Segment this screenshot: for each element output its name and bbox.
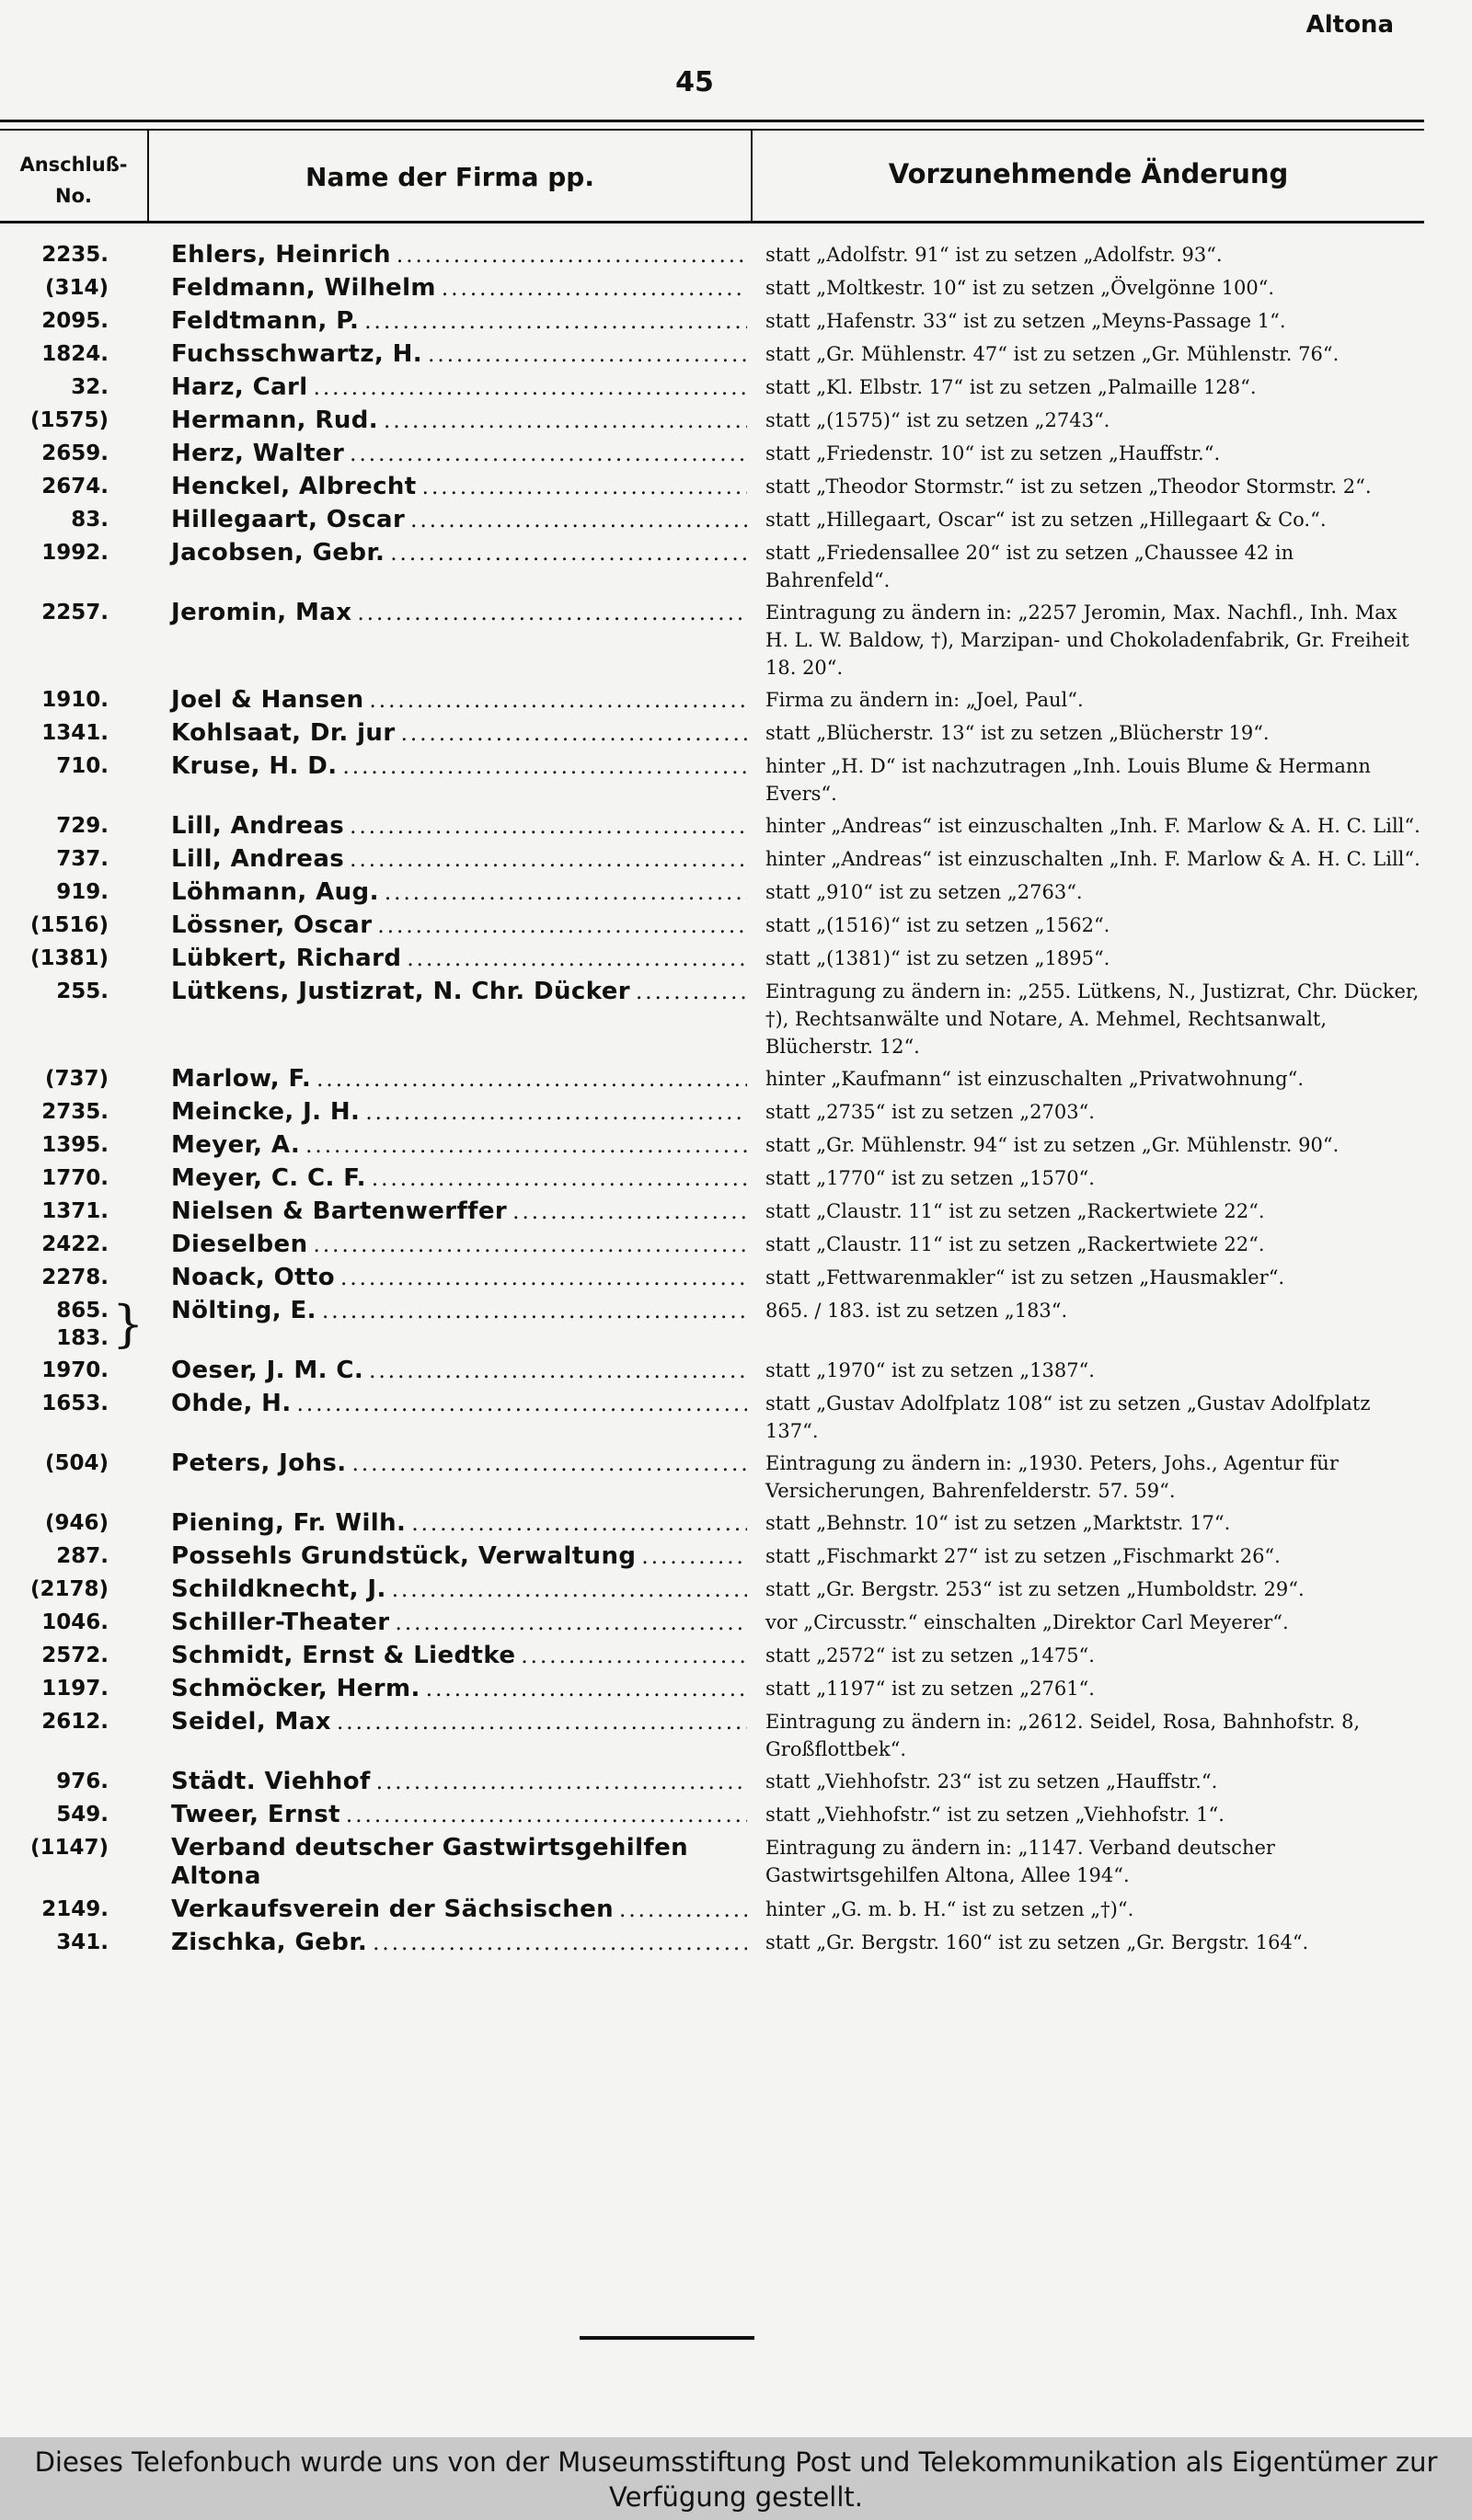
entry-name bbox=[149, 1065, 747, 1094]
entry-name-text: Verkaufsverein der Sächsischen bbox=[171, 1896, 615, 1923]
entry-name bbox=[149, 1131, 747, 1160]
entry-change: statt „(1575)“ ist zu setzen „2743“. bbox=[765, 409, 1110, 431]
entry-change: statt „2572“ ist zu setzen „1475“. bbox=[765, 1644, 1095, 1667]
entry-name bbox=[149, 812, 747, 841]
entry-name-text: Kruse, H. D. bbox=[171, 752, 338, 780]
entry-name-text: Marlow, F. bbox=[171, 1065, 312, 1093]
running-head: Altona bbox=[1305, 11, 1394, 39]
entry-row bbox=[0, 945, 1424, 973]
leader-dots bbox=[636, 979, 747, 1006]
entry-name bbox=[149, 1197, 747, 1226]
entry-row bbox=[0, 274, 1424, 303]
leader-dots bbox=[372, 1165, 747, 1193]
entry-change: statt „Hafenstr. 33“ ist zu setzen „Meyns-Passage 1“. bbox=[765, 310, 1286, 332]
entry-row bbox=[0, 752, 1424, 808]
entry-number: (1381) bbox=[29, 946, 109, 970]
entry-change: statt „Gr. Mühlenstr. 47“ ist zu setzen „Gr. Mühlenstr. 76“. bbox=[765, 343, 1340, 365]
top-rule-1 bbox=[0, 120, 1424, 122]
entry-row bbox=[0, 1449, 1424, 1505]
entry-row bbox=[0, 1675, 1424, 1703]
entry-change: Firma zu ändern in: „Joel, Paul“. bbox=[765, 689, 1084, 711]
page-number: 45 bbox=[675, 66, 714, 98]
entry-row bbox=[0, 1575, 1424, 1604]
entry-row bbox=[0, 1609, 1424, 1637]
entry-name bbox=[149, 845, 747, 874]
entry-name-text: Löhmann, Aug. bbox=[171, 878, 379, 906]
entry-name bbox=[149, 1575, 747, 1604]
entry-change: Eintragung zu ändern in: „1147. Verband deutscher Gastwirtsgehilfen Altona, Allee 194“. bbox=[765, 1837, 1275, 1886]
entry-row bbox=[0, 539, 1424, 594]
entry-number: 2278. bbox=[41, 1266, 109, 1289]
entry-row bbox=[0, 686, 1424, 715]
entry-number: 1341. bbox=[41, 721, 109, 745]
entry-name bbox=[149, 719, 747, 748]
entry-name-text: Kohlsaat, Dr. jur bbox=[171, 719, 396, 747]
entry-row bbox=[0, 911, 1424, 940]
entry-number: 729. bbox=[56, 814, 109, 838]
entries-list bbox=[0, 241, 1424, 1962]
entry-row bbox=[0, 1231, 1424, 1259]
entry-name-text: Ehlers, Heinrich bbox=[171, 241, 391, 269]
entry-name bbox=[149, 539, 747, 567]
entry-name bbox=[149, 599, 747, 627]
entry-name bbox=[149, 1164, 747, 1193]
entry-name bbox=[149, 506, 747, 534]
entry-name-text: Meyer, A. bbox=[171, 1131, 301, 1159]
entry-change: statt „910“ ist zu setzen „2763“. bbox=[765, 881, 1083, 903]
entry-name bbox=[149, 1768, 747, 1796]
entry-number: 1371. bbox=[41, 1199, 109, 1223]
entry-change: hinter „Kaufmann“ ist einzuschalten „Privatwohnung“. bbox=[765, 1068, 1305, 1090]
entry-number: 2095. bbox=[41, 309, 109, 333]
end-rule bbox=[580, 2336, 754, 2340]
leader-dots bbox=[422, 474, 747, 501]
entry-name-text: Nielsen & Bartenwerffer bbox=[171, 1197, 508, 1225]
entry-number: (2178) bbox=[29, 1577, 109, 1601]
leader-dots bbox=[384, 407, 747, 435]
leader-dots bbox=[397, 242, 747, 269]
leader-dots bbox=[390, 540, 747, 567]
leader-dots bbox=[521, 1643, 747, 1670]
entry-row bbox=[0, 1131, 1424, 1160]
entry-number: 2422. bbox=[41, 1232, 109, 1256]
leader-dots bbox=[385, 879, 747, 907]
entry-number: 2659. bbox=[41, 441, 109, 465]
leader-dots bbox=[426, 1676, 747, 1703]
entry-name-text: Piening, Fr. Wilh. bbox=[171, 1509, 407, 1537]
entry-number: 32. bbox=[71, 375, 109, 399]
leader-dots bbox=[619, 1896, 747, 1924]
entry-change: statt „1970“ ist zu setzen „1387“. bbox=[765, 1359, 1095, 1381]
entry-name-text: Schildknecht, J. bbox=[171, 1575, 386, 1603]
entry-name-text: Zischka, Gebr. bbox=[171, 1929, 368, 1956]
entry-number: 1770. bbox=[41, 1166, 109, 1190]
entry-name-text: Ohde, H. bbox=[171, 1390, 292, 1417]
entry-number: 1910. bbox=[41, 688, 109, 712]
leader-dots bbox=[314, 1231, 747, 1259]
entry-change: hinter „Andreas“ ist einzuschalten „Inh. F. Marlow & A. H. C. Lill“. bbox=[765, 815, 1420, 837]
leader-dots bbox=[350, 441, 747, 468]
entry-change: statt „Friedensallee 20“ ist zu setzen „Chaussee 42 in Bahrenfeld“. bbox=[765, 542, 1294, 591]
entry-number: (314) bbox=[44, 276, 109, 300]
entry-name bbox=[149, 752, 747, 781]
entry-number: 1992. bbox=[41, 541, 109, 565]
entry-row bbox=[0, 1509, 1424, 1538]
entry-name-text: Schmöcker, Herm. bbox=[171, 1675, 420, 1702]
leader-dots bbox=[369, 1357, 747, 1385]
entry-name bbox=[149, 1098, 747, 1127]
entry-number: 83. bbox=[71, 508, 109, 532]
entry-row bbox=[0, 1357, 1424, 1385]
entry-number: 2735. bbox=[41, 1100, 109, 1124]
entry-number: 2235. bbox=[41, 243, 109, 267]
entry-name bbox=[149, 1390, 747, 1418]
entry-number: (1575) bbox=[29, 408, 109, 432]
entry-number: 341. bbox=[56, 1930, 109, 1954]
entry-name-text: Fuchsschwartz, H. bbox=[171, 340, 423, 368]
entry-name bbox=[149, 274, 747, 303]
entry-name-text: Jeromin, Max bbox=[171, 599, 352, 626]
entry-name bbox=[149, 1675, 747, 1703]
entry-name-text: Schmidt, Ernst & Liedtke bbox=[171, 1642, 516, 1669]
leader-dots bbox=[297, 1391, 747, 1418]
entry-name bbox=[149, 978, 747, 1006]
leader-dots bbox=[428, 341, 747, 369]
entry-name-text: Joel & Hansen bbox=[171, 686, 364, 714]
entry-change: Eintragung zu ändern in: „2257 Jeromin, Max. Nachfl., Inh. Max H. L. W. Baldow, †), Marzipan- und Chokoladenfabrik, Gr. Freiheit 18. 20“. bbox=[765, 601, 1409, 679]
entry-row bbox=[0, 340, 1424, 369]
entry-name-text: Hermann, Rud. bbox=[171, 407, 379, 434]
entry-number: 1197. bbox=[41, 1677, 109, 1701]
entry-name-text: Harz, Carl bbox=[171, 373, 308, 401]
entry-row bbox=[0, 1642, 1424, 1670]
entry-name bbox=[149, 878, 747, 907]
column-header-name: Name der Firma pp. bbox=[305, 162, 594, 192]
entry-name-text: Lübkert, Richard bbox=[171, 945, 402, 972]
entry-change: statt „Gr. Bergstr. 253“ ist zu setzen „Humboldstr. 29“. bbox=[765, 1578, 1305, 1600]
column-header-number: Anschluß- No. bbox=[19, 154, 128, 207]
entry-row bbox=[0, 1834, 1424, 1891]
entry-row bbox=[0, 373, 1424, 402]
entry-number: 1824. bbox=[41, 342, 109, 366]
leader-dots bbox=[396, 1609, 747, 1637]
entry-name-text: Hillegaart, Oscar bbox=[171, 506, 406, 533]
entry-change: statt „(1516)“ ist zu setzen „1562“. bbox=[765, 914, 1110, 936]
leader-dots bbox=[316, 1066, 747, 1094]
leader-dots bbox=[392, 1576, 747, 1604]
entry-row bbox=[0, 407, 1424, 435]
entry-change: 865. / 183. ist zu setzen „183“. bbox=[765, 1300, 1068, 1322]
entry-number: (946) bbox=[44, 1511, 109, 1535]
entry-name bbox=[149, 407, 747, 435]
entry-row bbox=[0, 1390, 1424, 1445]
entry-name-text: Lill, Andreas bbox=[171, 812, 345, 840]
entry-change: statt „Gr. Bergstr. 160“ ist zu setzen „Gr. Bergstr. 164“. bbox=[765, 1931, 1309, 1953]
entry-change: statt „Adolfstr. 91“ ist zu setzen „Adolfstr. 93“. bbox=[765, 244, 1223, 266]
leader-dots bbox=[512, 1198, 747, 1226]
entry-name bbox=[149, 1834, 747, 1891]
leader-dots bbox=[357, 600, 747, 627]
entry-name bbox=[149, 1929, 747, 1957]
entry-change: hinter „Andreas“ ist einzuschalten „Inh. F. Marlow & A. H. C. Lill“. bbox=[765, 848, 1420, 870]
entry-change: vor „Circusstr.“ einschalten „Direktor Carl Meyerer“. bbox=[765, 1611, 1289, 1633]
leader-dots bbox=[365, 1099, 747, 1127]
entry-change: statt „Viehhofstr.“ ist zu setzen „Viehhofstr. 1“. bbox=[765, 1804, 1225, 1826]
entry-change: Eintragung zu ändern in: „2612. Seidel, Rosa, Bahnhofstr. 8, Großflottbek“. bbox=[765, 1711, 1361, 1760]
top-rule-2 bbox=[0, 129, 1424, 131]
entry-change: statt „Hillegaart, Oscar“ ist zu setzen „Hillegaart & Co.“. bbox=[765, 509, 1327, 531]
entry-name-text: Feldtmann, P. bbox=[171, 307, 360, 335]
entry-name-text: Peters, Johs. bbox=[171, 1449, 347, 1477]
header-bottom-rule bbox=[0, 221, 1424, 223]
entry-row bbox=[0, 1264, 1424, 1292]
leader-dots bbox=[322, 1298, 747, 1325]
entry-change: statt „Gr. Mühlenstr. 94“ ist zu setzen „Gr. Mühlenstr. 90“. bbox=[765, 1134, 1340, 1156]
entry-row bbox=[0, 978, 1424, 1060]
entry-name-text: Nölting, E. bbox=[171, 1297, 316, 1324]
entry-number: 287. bbox=[56, 1544, 109, 1568]
entry-number: 2149. bbox=[41, 1897, 109, 1921]
entry-row bbox=[0, 1065, 1424, 1094]
leader-dots bbox=[350, 813, 747, 841]
entry-name-text: Schiller-Theater bbox=[171, 1609, 390, 1636]
entry-number: (737) bbox=[44, 1067, 109, 1091]
entry-change: statt „(1381)“ ist zu setzen „1895“. bbox=[765, 947, 1110, 969]
leader-dots bbox=[410, 507, 747, 534]
entry-row bbox=[0, 719, 1424, 748]
leader-dots bbox=[352, 1450, 747, 1478]
entry-row bbox=[0, 1098, 1424, 1127]
entry-number: 865. 183. bbox=[56, 1299, 109, 1350]
entry-name bbox=[149, 911, 747, 940]
entry-name bbox=[149, 1357, 747, 1385]
entry-number: 2674. bbox=[41, 475, 109, 498]
entry-change: hinter „H. D“ ist nachzutragen „Inh. Louis Blume & Hermann Evers“. bbox=[765, 755, 1371, 805]
entry-row bbox=[0, 241, 1424, 269]
entry-name-text: Lill, Andreas bbox=[171, 845, 345, 873]
entry-number: 549. bbox=[56, 1803, 109, 1827]
entry-number: 919. bbox=[56, 880, 109, 904]
leader-dots bbox=[373, 1930, 747, 1957]
leader-dots bbox=[442, 275, 747, 303]
entry-name bbox=[149, 1609, 747, 1637]
entry-change: statt „Friedenstr. 10“ ist zu setzen „Hauffstr.“. bbox=[765, 442, 1221, 464]
entry-row bbox=[0, 878, 1424, 907]
entry-name-text: Henckel, Albrecht bbox=[171, 473, 417, 500]
entry-row bbox=[0, 1297, 1424, 1352]
entry-name bbox=[149, 241, 747, 269]
entry-name bbox=[149, 373, 747, 402]
entry-change: statt „Kl. Elbstr. 17“ ist zu setzen „Palmaille 128“. bbox=[765, 376, 1257, 398]
footer-note: Dieses Telefonbuch wurde uns von der Museumsstiftung Post und Telekommunikation als Eigentümer zur Verfügung gestellt. bbox=[0, 2437, 1472, 2520]
entry-name bbox=[149, 1449, 747, 1478]
entry-name-text: Oeser, J. M. C. bbox=[171, 1357, 364, 1384]
entry-name bbox=[149, 1509, 747, 1538]
entry-number: 255. bbox=[56, 979, 109, 1003]
entry-change: statt „Claustr. 11“ ist zu setzen „Rackertwiete 22“. bbox=[765, 1200, 1265, 1222]
entry-change: statt „Claustr. 11“ ist zu setzen „Rackertwiete 22“. bbox=[765, 1233, 1265, 1255]
entry-name-text: Meincke, J. H. bbox=[171, 1098, 361, 1126]
entry-name-text: Seidel, Max bbox=[171, 1708, 331, 1735]
entry-number: 1395. bbox=[41, 1133, 109, 1157]
entry-row bbox=[0, 1768, 1424, 1796]
entry-name bbox=[149, 1231, 747, 1259]
entry-change: statt „Blücherstr. 13“ ist zu setzen „Blücherstr 19“. bbox=[765, 722, 1270, 744]
entry-change: statt „1197“ ist zu setzen „2761“. bbox=[765, 1678, 1095, 1700]
entry-name bbox=[149, 686, 747, 715]
entry-name-text: Verband deutscher Gastwirtsgehilfen Altona bbox=[171, 1834, 689, 1890]
entry-number: 1653. bbox=[41, 1392, 109, 1415]
leader-dots bbox=[305, 1132, 747, 1160]
entry-row bbox=[0, 1801, 1424, 1829]
leader-dots bbox=[342, 753, 747, 781]
entry-row bbox=[0, 599, 1424, 682]
leader-dots bbox=[407, 945, 747, 973]
leader-dots bbox=[364, 308, 747, 336]
leader-dots bbox=[340, 1265, 747, 1292]
entry-change: statt „Viehhofstr. 23“ ist zu setzen „Hauffstr.“. bbox=[765, 1770, 1218, 1793]
entry-change: statt „Gustav Adolfplatz 108“ ist zu setzen „Gustav Adolfplatz 137“. bbox=[765, 1392, 1371, 1442]
entry-row bbox=[0, 506, 1424, 534]
entry-number: 1046. bbox=[41, 1610, 109, 1634]
entry-name bbox=[149, 1642, 747, 1670]
entry-change: hinter „G. m. b. H.“ ist zu setzen „†)“. bbox=[765, 1898, 1134, 1920]
leader-dots bbox=[411, 1510, 747, 1538]
entry-name-text: Tweer, Ernst bbox=[171, 1801, 340, 1828]
leader-dots bbox=[337, 1709, 747, 1736]
leader-dots bbox=[376, 1769, 747, 1796]
entry-name bbox=[149, 1264, 747, 1292]
entry-row bbox=[0, 307, 1424, 336]
entry-change: statt „Fettwarenmakler“ ist zu setzen „Hausmakler“. bbox=[765, 1266, 1285, 1289]
entry-name bbox=[149, 1297, 747, 1325]
entry-name bbox=[149, 1896, 747, 1924]
entry-name bbox=[149, 473, 747, 501]
leader-dots bbox=[377, 912, 747, 940]
entry-number: 1970. bbox=[41, 1358, 109, 1382]
entry-row bbox=[0, 1542, 1424, 1571]
entry-name bbox=[149, 1801, 747, 1829]
entry-row bbox=[0, 812, 1424, 841]
entry-number: 976. bbox=[56, 1770, 109, 1793]
entry-row bbox=[0, 440, 1424, 468]
entry-name-text: Feldmann, Wilhelm bbox=[171, 274, 436, 302]
entry-name-text: Possehls Grundstück, Verwaltung bbox=[171, 1542, 637, 1570]
entry-name-text: Städt. Viehhof bbox=[171, 1768, 371, 1795]
entry-change: statt „2735“ ist zu setzen „2703“. bbox=[765, 1101, 1095, 1123]
entry-name-text: Meyer, C. C. F. bbox=[171, 1164, 366, 1192]
entry-row bbox=[0, 1708, 1424, 1763]
entry-name-text: Lütkens, Justizrat, N. Chr. Dücker bbox=[171, 978, 630, 1005]
entry-number: 2612. bbox=[41, 1710, 109, 1734]
brace-mark: } bbox=[112, 1295, 144, 1353]
entry-name-text: Herz, Walter bbox=[171, 440, 345, 467]
entry-number: (1516) bbox=[29, 913, 109, 937]
entry-name bbox=[149, 340, 747, 369]
column-header-change: Vorzunehmende Änderung bbox=[888, 158, 1289, 189]
entry-number: 2572. bbox=[41, 1644, 109, 1667]
leader-dots bbox=[370, 687, 748, 715]
entry-row bbox=[0, 1896, 1424, 1924]
leader-dots bbox=[641, 1543, 747, 1571]
entry-name-text: Noack, Otto bbox=[171, 1264, 336, 1291]
entry-name-text: Jacobsen, Gebr. bbox=[171, 539, 385, 567]
leader-dots bbox=[346, 1802, 747, 1829]
entry-change: statt „Behnstr. 10“ ist zu setzen „Marktstr. 17“. bbox=[765, 1512, 1231, 1534]
entry-number: 737. bbox=[56, 847, 109, 871]
entry-name bbox=[149, 1708, 747, 1736]
entry-number: 710. bbox=[56, 754, 109, 778]
entry-name bbox=[149, 1542, 747, 1571]
entry-change: statt „Theodor Stormstr.“ ist zu setzen „Theodor Stormstr. 2“. bbox=[765, 475, 1372, 498]
entry-number: (504) bbox=[44, 1451, 109, 1475]
leader-dots bbox=[350, 846, 747, 874]
entry-change: statt „1770“ ist zu setzen „1570“. bbox=[765, 1167, 1095, 1189]
entry-row bbox=[0, 845, 1424, 874]
entry-name-text: Lössner, Oscar bbox=[171, 911, 373, 939]
entry-row bbox=[0, 1164, 1424, 1193]
entry-name bbox=[149, 307, 747, 336]
entry-number: (1147) bbox=[29, 1836, 109, 1860]
leader-dots bbox=[314, 374, 747, 402]
entry-row bbox=[0, 1929, 1424, 1957]
entry-name-text: Dieselben bbox=[171, 1231, 308, 1258]
entry-change: statt „Moltkestr. 10“ ist zu setzen „Övelgönne 100“. bbox=[765, 277, 1275, 299]
entry-change: Eintragung zu ändern in: „255. Lütkens, N., Justizrat, Chr. Dücker, †), Rechtsanwälte und Notare, A. Mehmel, Rechtsanwalt, Blücherstr. 12“. bbox=[765, 980, 1420, 1058]
leader-dots bbox=[401, 720, 747, 748]
entry-change: Eintragung zu ändern in: „1930. Peters, Johs., Agentur für Versicherungen, Bahrenfelderstr. 57. 59“. bbox=[765, 1452, 1339, 1502]
entry-change: statt „Fischmarkt 27“ ist zu setzen „Fischmarkt 26“. bbox=[765, 1545, 1281, 1567]
entry-number: 2257. bbox=[41, 601, 109, 624]
entry-name bbox=[149, 440, 747, 468]
entry-row bbox=[0, 473, 1424, 501]
entry-row bbox=[0, 1197, 1424, 1226]
entry-name bbox=[149, 945, 747, 973]
